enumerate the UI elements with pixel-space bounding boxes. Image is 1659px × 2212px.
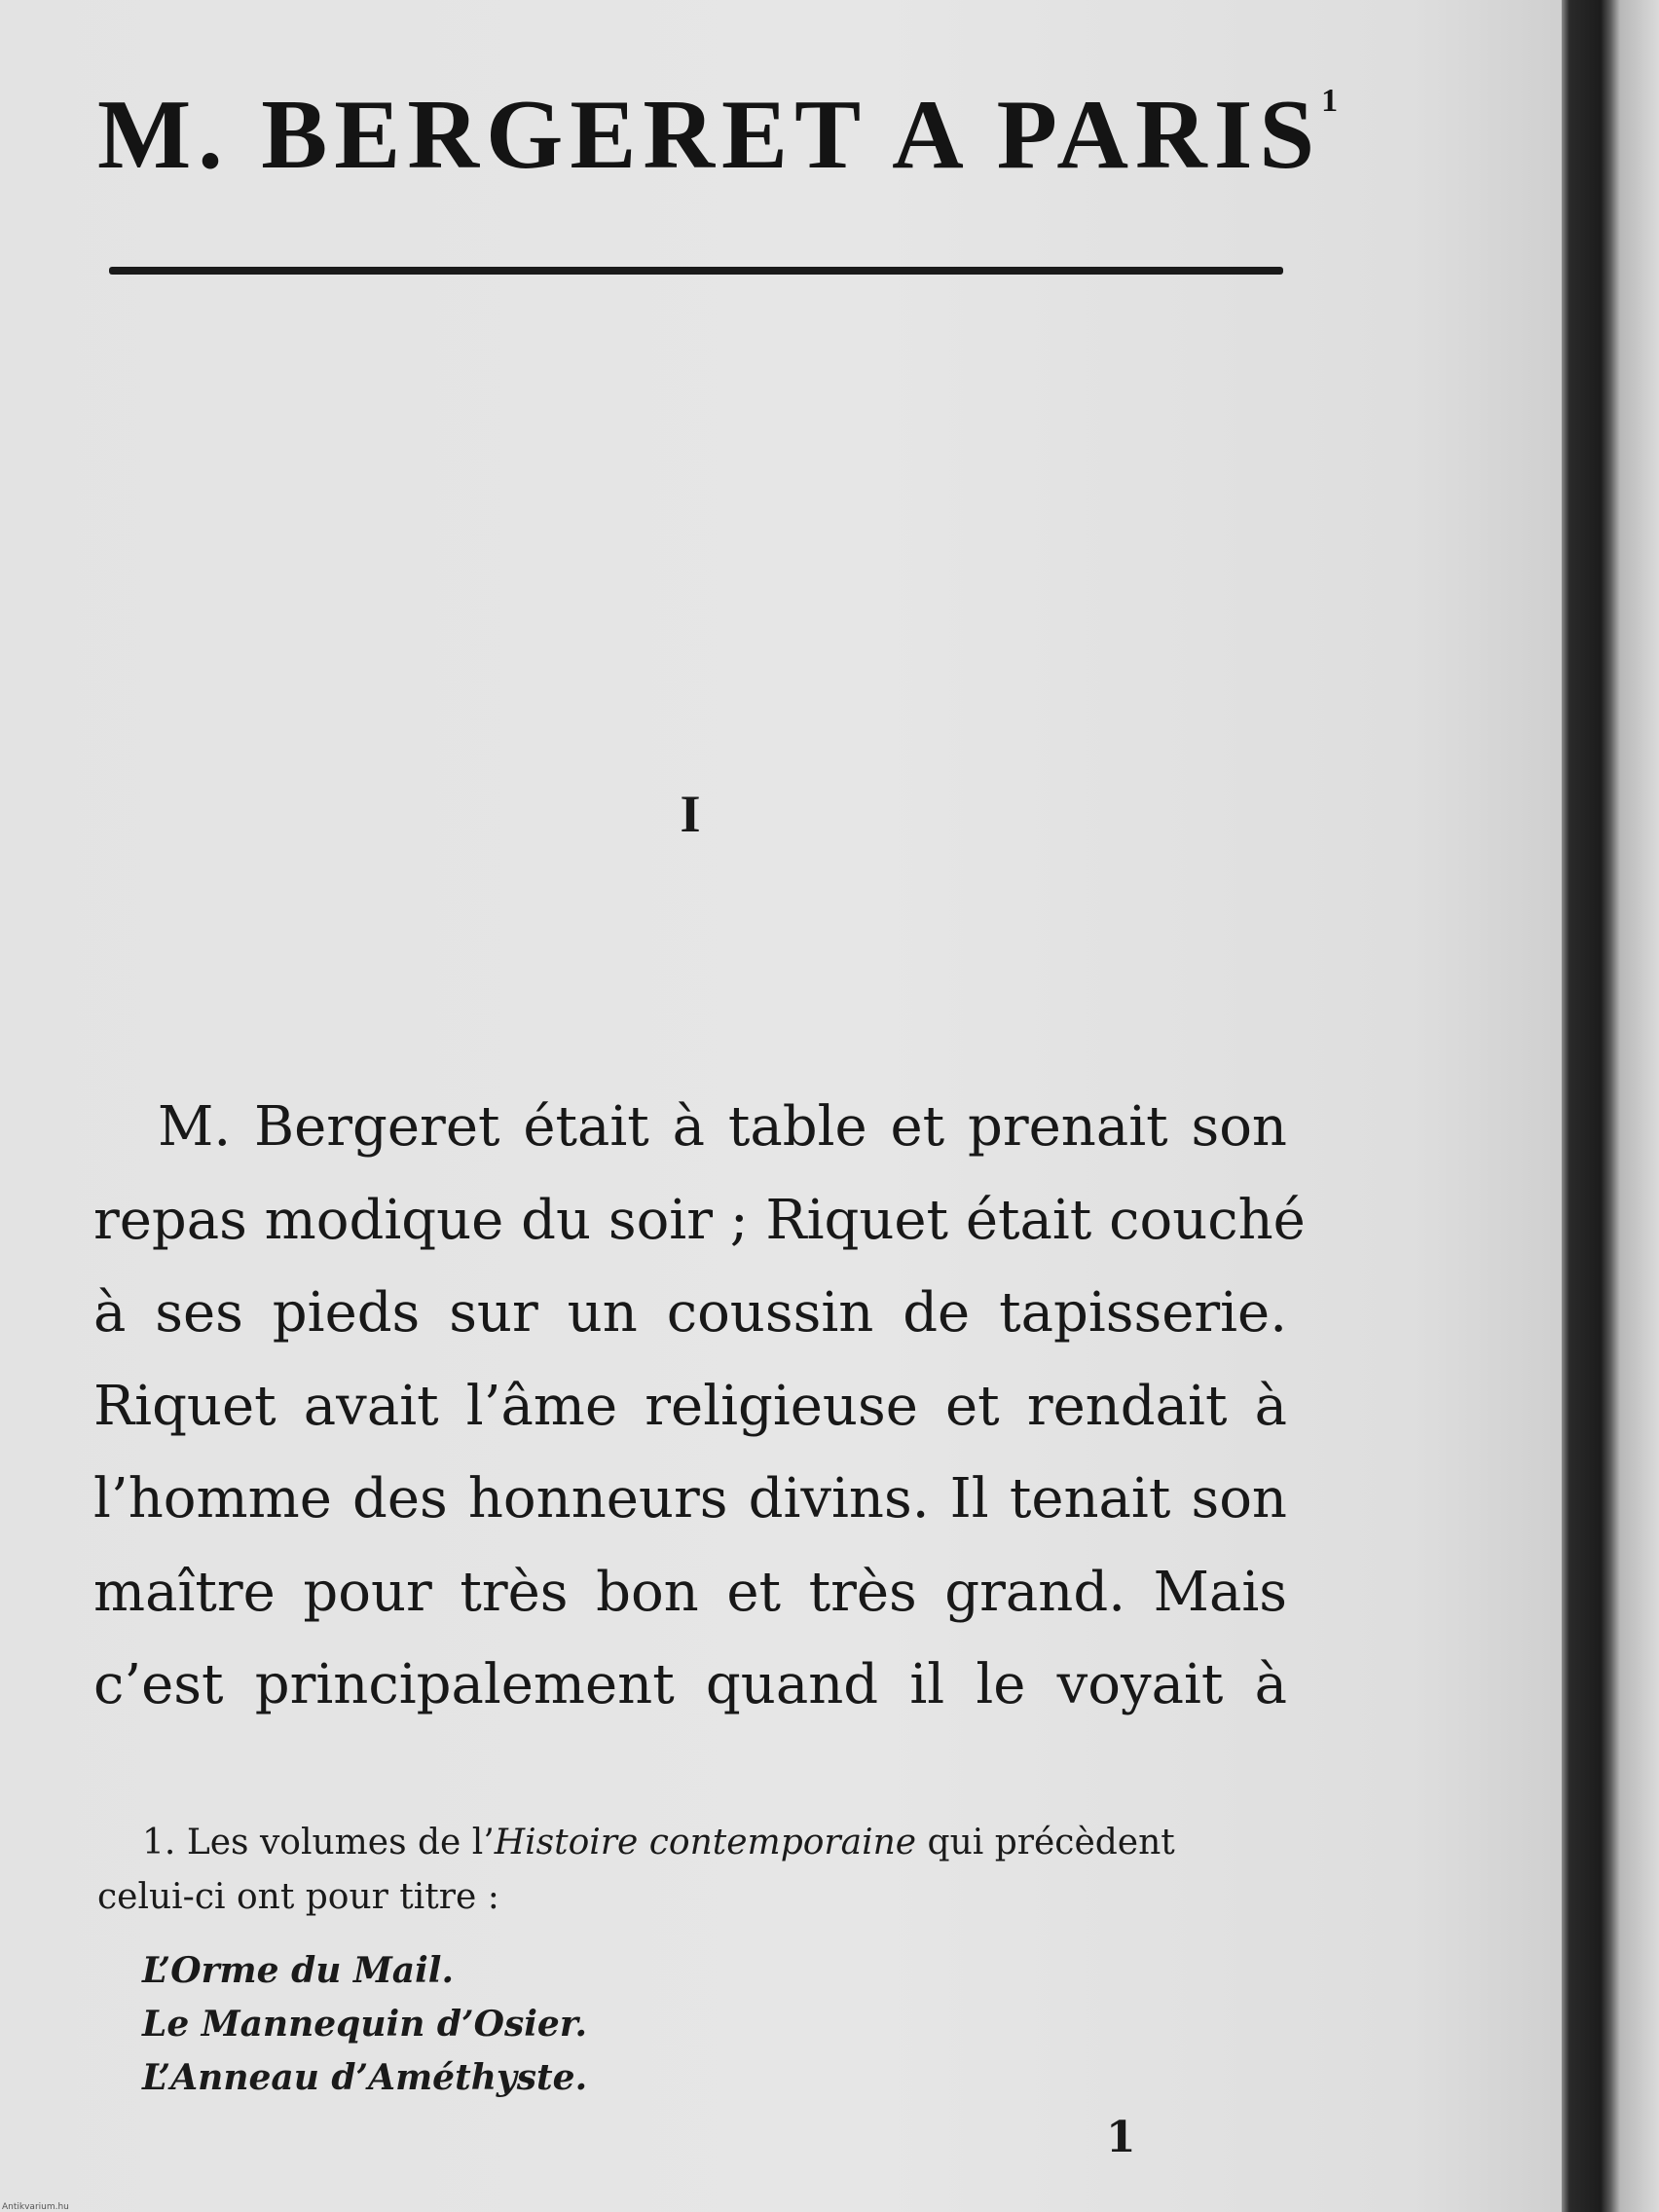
footnote-number: 1. xyxy=(142,1823,176,1862)
body-line: M. Bergeret était à table et prenait son xyxy=(158,1095,1287,1159)
footnote-text-before: Les volumes de l’ xyxy=(186,1823,495,1862)
title-text: M. BERGERET A PARIS xyxy=(97,80,1322,190)
body-text xyxy=(93,1081,1306,1732)
footnote-intro-line2: celui-ci ont pour titre : xyxy=(97,1877,499,1917)
footnote-text-after: qui précèdent xyxy=(916,1823,1175,1862)
body-line: à ses pieds sur un coussin de tapisserie. xyxy=(93,1281,1287,1345)
footnote-title-item: L’Orme du Mail. xyxy=(142,1950,455,1991)
body-line: Riquet avait l’âme religieuse et rendait à xyxy=(93,1374,1287,1438)
page-title xyxy=(97,78,1339,192)
page-number: 1 xyxy=(1106,2113,1136,2162)
title-rule xyxy=(109,267,1283,275)
book-binding-edge xyxy=(1562,0,1659,2212)
watermark: Antikvarium.hu xyxy=(2,2202,69,2212)
body-line: maître pour très bon et très grand. Mais xyxy=(93,1560,1287,1624)
footnote xyxy=(97,1816,1275,2105)
chapter-number: I xyxy=(680,785,701,843)
footnote-title-item: Le Mannequin d’Osier. xyxy=(142,2004,588,2045)
body-line: repas modique du soir ; Riquet était couché xyxy=(93,1188,1306,1252)
footnote-intro xyxy=(97,1816,1275,1870)
footnote-title-item: L’Anneau d’Améthyste. xyxy=(142,2057,588,2098)
footnote-work-title: Histoire contemporaine xyxy=(494,1823,917,1862)
body-line: l’homme des honneurs divins. Il tenait son xyxy=(93,1467,1287,1530)
body-line: c’est principalement quand il le voyait à xyxy=(93,1653,1287,1716)
title-footnote-marker: 1 xyxy=(1321,83,1339,119)
footnote-title-list xyxy=(97,1944,1275,2105)
